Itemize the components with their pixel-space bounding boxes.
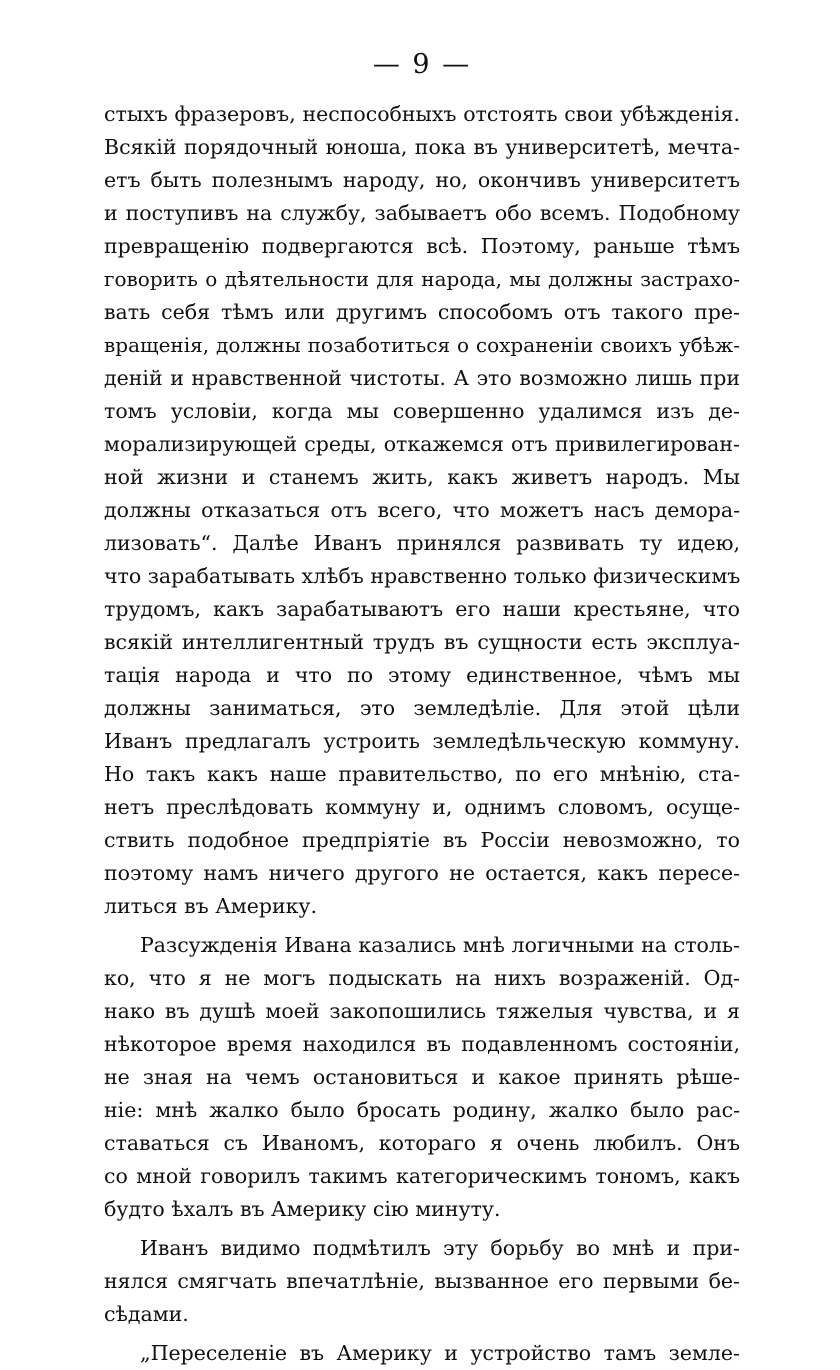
paragraph (104, 1337, 740, 1370)
text-line: поэтому намъ ничего другого не остается, какъ пересе- (104, 861, 740, 885)
text-line: будто ѣхалъ въ Америку сію минуту. (104, 1197, 501, 1221)
text-line: говорить о дѣятельности для народа, мы должны застрахо- (104, 267, 740, 291)
text-line: вать себя тѣмъ или другимъ способомъ отъ такого пре- (104, 300, 740, 324)
text-line: трудомъ, какъ зарабатываютъ его наши крестьяне, что (104, 597, 740, 621)
text-line: и поступивъ на службу, забываетъ обо всемъ. Подобному (104, 201, 740, 225)
text-line: Всякій порядочный юноша, пока въ университетѣ, мечта- (104, 135, 740, 159)
text-line: етъ быть полезнымъ народу, но, окончивъ университетъ (104, 168, 740, 192)
text-line: Разсужденія Ивана казались мнѣ логичными на столь- (140, 933, 740, 957)
text-line: ной жизни и станемъ жить, какъ живетъ народъ. Мы (104, 465, 740, 489)
text-line: морализирующей среды, откажемся отъ привилегирован- (104, 432, 740, 456)
text-line: не зная на чемъ остановиться и какое принять рѣше- (104, 1065, 740, 1089)
body-text (104, 98, 740, 1370)
text-line: „Переселеніе въ Америку и устройство тамъ земле- (140, 1341, 740, 1365)
text-line: сѣдами. (104, 1302, 189, 1326)
text-line: нетъ преслѣдовать коммуну и, однимъ словомъ, осуще- (104, 795, 740, 819)
text-line: ніе: мнѣ жалко было бросать родину, жалко было рас- (104, 1098, 740, 1122)
text-line: тація народа и что по этому единственное, чѣмъ мы (104, 663, 740, 687)
text-line: нялся смягчать впечатлѣніе, вызванное его первыми бе- (104, 1269, 740, 1293)
text-line: ствить подобное предпріятіе въ Россіи невозможно, то (104, 828, 740, 852)
text-line: томъ условіи, когда мы совершенно удалимся изъ де- (104, 399, 740, 423)
text-line: Но такъ какъ наше правительство, по его мнѣнію, ста- (104, 762, 740, 786)
text-line: лизовать“. Далѣе Иванъ принялся развивать ту идею, (104, 531, 740, 555)
text-line: Иванъ видимо подмѣтилъ эту борьбу во мнѣ и при- (140, 1236, 740, 1260)
text-line: со мной говорилъ такимъ категорическимъ тономъ, какъ (104, 1164, 740, 1188)
text-line: литься въ Америку. (104, 894, 317, 918)
text-line: Иванъ предлагалъ устроить земледѣльческую коммуну. (104, 729, 740, 753)
paragraph (104, 929, 740, 1226)
text-line: нѣкоторое время находился въ подавленномъ состояніи, (104, 1032, 740, 1056)
text-line: всякій интеллигентный трудъ въ сущности есть эксплуа- (104, 630, 740, 654)
text-line: вращенія, должны позаботиться о сохраненіи своихъ убѣж- (104, 333, 740, 357)
text-line: ко, что я не могъ подыскать на нихъ возраженій. Од- (104, 966, 740, 990)
text-line: стыхъ фразеровъ, неспособныхъ отстоять свои убѣжденія. (104, 102, 740, 126)
text-line: ставаться съ Иваномъ, котораго я очень любилъ. Онъ (104, 1131, 740, 1155)
text-line: что зарабатывать хлѣбъ нравственно только физическимъ (104, 564, 741, 588)
text-line: должны отказаться отъ всего, что можетъ насъ деморa- (104, 498, 740, 522)
book-page (104, 0, 741, 1365)
text-line: должны заниматься, это земледѣліе. Для этой цѣли (104, 696, 740, 720)
page-number: — 9 — (372, 49, 472, 80)
paragraph (104, 1232, 740, 1331)
text-line: нако въ душѣ моей закопошились тяжелыя чувства, и я (104, 999, 740, 1023)
text-line: деній и нравственной чистоты. А это возможно лишь при (104, 366, 740, 390)
text-line: превращенію подвергаются всѣ. Поэтому, раньше тѣмъ (104, 234, 740, 258)
paragraph (104, 98, 740, 923)
